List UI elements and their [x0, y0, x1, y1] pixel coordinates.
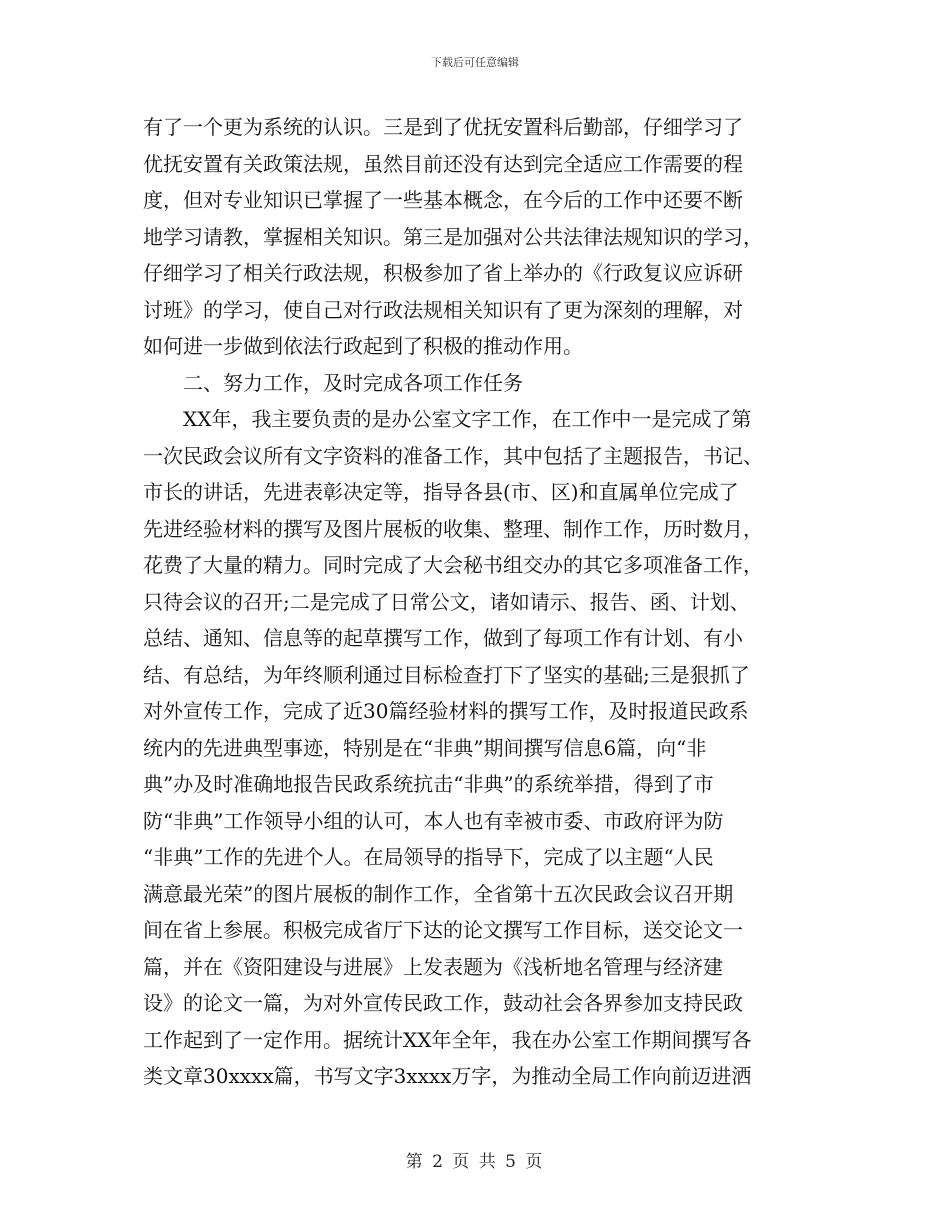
page-number-footer: 第 2 页 共 5 页 — [405, 1152, 545, 1172]
text-line: 度，但对专业知识已掌握了一些基本概念，在今后的工作中还要不断 — [143, 188, 743, 212]
text-line: 结、有总结，为年终顺利通过目标检查打下了坚实的基础;三是狠抓了 — [143, 662, 750, 687]
text-line: 一次民政会议所有文字资料的准备工作，其中包括了主题报告，书记、 — [143, 443, 763, 468]
text-line: 市长的讲话，先进表彰决定等，指导各县(市、区)和直属单位完成了 — [143, 480, 739, 504]
text-line: 仔细学习了相关行政法规，积极参加了省上举办的《行政复议应诉研 — [143, 261, 743, 285]
text-line: 优抚安置有关政策法规，虽然目前还没有达到完全适应工作需要的程 — [143, 151, 743, 176]
text-line: 满意最光荣”的图片展板的制作工作，全省第十五次民政会议召开期 — [143, 881, 734, 906]
text-line: 先进经验材料的撰写及图片展板的收集、整理、制作工作，历时数月， — [143, 516, 763, 541]
text-line: 地学习请教，掌握相关知识。第三是加强对公共法律法规知识的学习， — [143, 224, 763, 249]
text-line: 类文章30xxxx篇，书写文字3xxxx万字，为推动全局工作向前迈进洒 — [143, 1064, 752, 1088]
text-line: 工作起到了一定作用。据统计XX年全年，我在办公室工作期间撰写各 — [143, 1027, 752, 1052]
page-header-note: 下载后可任意编辑 — [431, 56, 519, 69]
text-line: 只待会议的召开;二是完成了日常公文，诸如请示、报告、函、计划、 — [143, 589, 750, 614]
text-line: 讨班》的学习，使自己对行政法规相关知识有了更为深刻的理解，对 — [143, 297, 743, 322]
text-line: 花费了大量的精力。同时完成了大会秘书组交办的其它多项准备工作， — [143, 553, 763, 577]
document-body — [143, 109, 803, 1095]
text-line: 有了一个更为系统的认识。三是到了优抚安置科后勤部，仔细学习了 — [143, 115, 743, 139]
text-line: 二、努力工作，及时完成各项工作任务 — [183, 370, 523, 395]
text-line: 总结、通知、信息等的起草撰写工作，做到了每项工作有计划、有小 — [143, 626, 743, 650]
text-line: 对外宣传工作，完成了近30篇经验材料的撰写工作，及时报道民政系 — [143, 699, 749, 723]
text-line: 统内的先进典型事迹，特别是在“非典”期间撰写信息6篇，向“非 — [143, 735, 707, 760]
text-line: 设》的论文一篇，为对外宣传民政工作，鼓动社会各界参加支持民政 — [143, 991, 743, 1015]
text-line: 防“非典”工作领导小组的认可，本人也有幸被市委、市政府评为防 — [143, 808, 724, 833]
text-line: 间在省上参展。积极完成省厅下达的论文撰写工作目标，送交论文一 — [143, 918, 743, 942]
text-line: 典”办及时准确地报告民政系统抗击“非典”的系统举措，得到了市 — [143, 772, 714, 796]
text-line: “非典”工作的先进个人。在局领导的指导下，完成了以主题“人民 — [143, 845, 714, 869]
text-line: 篇，并在《资阳建设与进展》上发表题为《浅析地名管理与经济建 — [143, 954, 723, 979]
text-line: 如何进一步做到依法行政起到了积极的推动作用。 — [143, 334, 583, 358]
text-line: XX年，我主要负责的是办公室文字工作，在工作中一是完成了第 — [183, 407, 752, 431]
